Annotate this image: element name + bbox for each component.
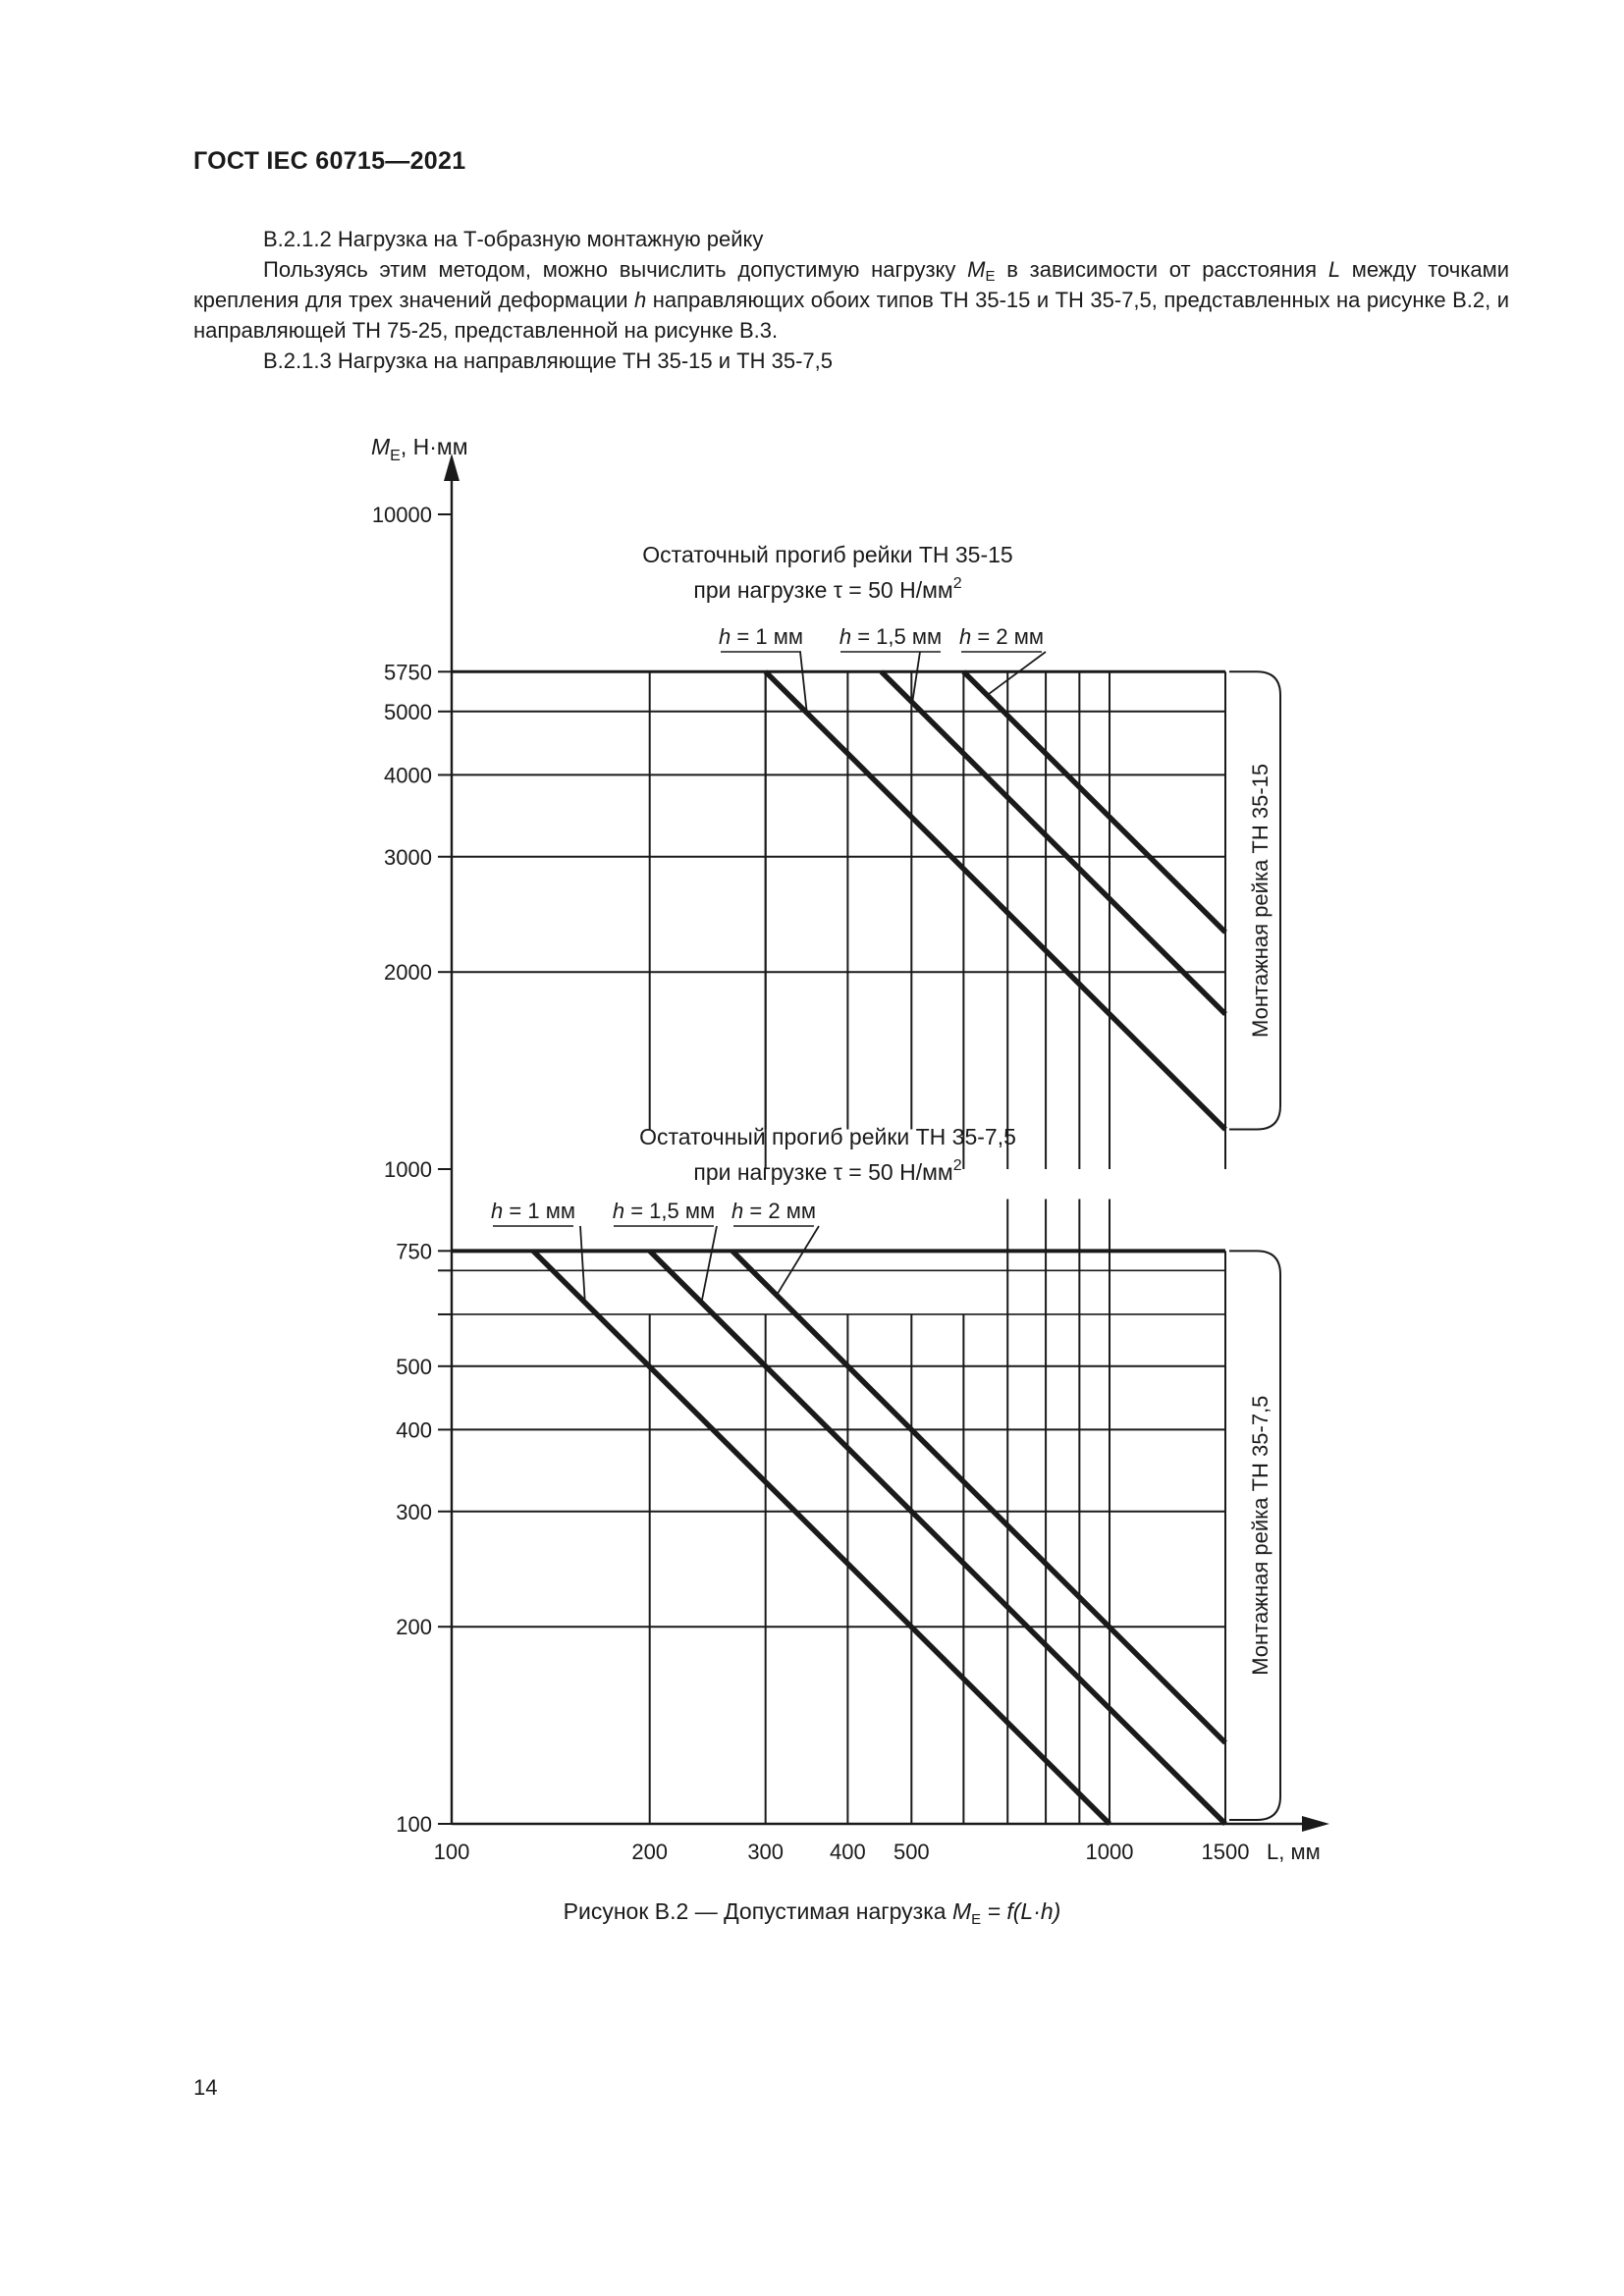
page-number: 14 [193,2075,218,2100]
lower-series-2-h-value: = 1,5 мм [624,1199,716,1223]
upper-group-title-line1: Остаточный прогиб рейки ТН 35-15 [642,542,1013,567]
lower-series-3-h-value: = 2 мм [743,1199,816,1223]
y-tick-label: 4000 [384,763,432,788]
me-subscript: E [985,268,996,285]
lower-series-1-h-value: = 1 мм [503,1199,575,1223]
figure-caption [0,1898,1624,1928]
y-tick-label: 400 [396,1417,432,1443]
x-axis-title: L, мм [1267,1840,1321,1864]
y-tick-label: 2000 [384,960,432,986]
para-text-2: в зависимости от расстояния [995,257,1328,282]
y-tick-label: 500 [396,1354,432,1379]
lower-series-line-2 [650,1251,1225,1824]
upper-series-3-h-symbol: h [959,624,972,649]
upper-series-2-h-symbol: h [839,624,852,649]
caption-me-symbol: M [951,1898,972,1924]
upper-series-3-leader-line [987,652,1046,695]
y-tick-label: 750 [396,1239,432,1264]
lower-series-1-h-label [491,1199,575,1223]
lower-series-line-3 [732,1251,1225,1742]
x-tick-label: 1500 [1201,1840,1250,1864]
y-axis-title-unit: , Н·мм [400,434,468,459]
me-symbol: M [967,257,986,282]
upper-group-title-line2 [693,575,961,603]
upper-series-3-h-label [959,624,1044,649]
y-tick-label: 200 [396,1615,432,1640]
y-tick-label: 100 [396,1812,432,1837]
y-tick-label: 5750 [384,660,432,685]
y-axis-title-symbol: M [371,434,391,459]
upper-series-1-h-value: = 1 мм [731,624,803,649]
y-axis-title-sub: E [390,448,401,464]
upper-group-title-sup: 2 [952,575,962,592]
x-tick-label: 1000 [1085,1840,1134,1864]
upper-series-1-h-label [719,624,803,649]
lower-series-3-h-symbol: h [731,1199,744,1223]
y-tick-label: 5000 [384,699,432,724]
lower-series-1-h-symbol: h [491,1199,504,1223]
lower-group-title-sup: 2 [952,1157,962,1174]
lower-group-title-text: при нагрузке τ = 50 Н/мм [693,1159,953,1185]
section-b213-heading: B.2.1.3 Нагрузка на направляющие ТН 35-15 и ТН 35-7,5 [263,348,833,373]
lower-series-3-leader-line [777,1226,819,1295]
y-tick-label: 3000 [384,844,432,870]
x-tick-label: 400 [830,1840,866,1864]
lower-bracket-label: Монтажная рейка ТН 35-7,5 [1248,1395,1272,1676]
l-symbol: L [1327,257,1341,282]
y-tick-label: 1000 [384,1157,432,1182]
section-b212-heading: B.2.1.2 Нагрузка на Т-образную монтажную рейку [263,227,764,251]
caption-prefix: Рисунок B.2 — Допустимая нагрузка [563,1898,952,1924]
caption-formula: = f(L·h) [981,1898,1061,1924]
upper-group-title-text: при нагрузке τ = 50 Н/мм [693,577,953,603]
x-tick-label: 300 [747,1840,785,1864]
para-text-4: направляющих обоих типов ТН 35-15 и ТН 35-7,5, представленных на рисунке B.2, и направляющей ТН 75-25, представленной на рисунке B.3. [193,288,1509,343]
lower-series-3-h-label [731,1199,816,1223]
lower-series-2-h-label [613,1199,715,1223]
lower-group-title-line1: Остаточный прогиб рейки ТН 35-7,5 [639,1124,1016,1149]
y-tick-label: 300 [396,1499,432,1524]
lower-series-1-leader-line [580,1226,585,1303]
lower-group-title-line2 [693,1157,961,1185]
h-symbol: h [634,288,647,312]
lower-series-2-leader-line [701,1226,717,1303]
caption-me-subscript: E [971,1911,982,1928]
upper-series-line-1 [766,671,1225,1129]
x-tick-label: 500 [893,1840,930,1864]
upper-bracket-label: Монтажная рейка ТН 35-15 [1248,763,1272,1038]
x-axis-arrow [1302,1816,1329,1832]
lower-series-2-h-symbol: h [612,1199,625,1223]
upper-series-3-h-value: = 2 мм [971,624,1044,649]
upper-series-1-h-symbol: h [719,624,731,649]
para-text-3: между точками крепления для трех значений деформации [193,257,1509,312]
upper-series-2-h-label [839,624,942,649]
upper-series-line-2 [882,671,1225,1014]
x-tick-label: 100 [433,1840,470,1864]
x-tick-label: 200 [631,1840,669,1864]
document-code: ГОСТ IEC 60715—2021 [193,147,466,175]
para-text-1: Пользуясь этим методом, можно вычислить допустимую нагрузку [263,257,968,282]
upper-series-2-leader-line [912,652,920,703]
y-tick-label: 10000 [371,503,432,527]
upper-series-2-h-value: = 1,5 мм [851,624,943,649]
